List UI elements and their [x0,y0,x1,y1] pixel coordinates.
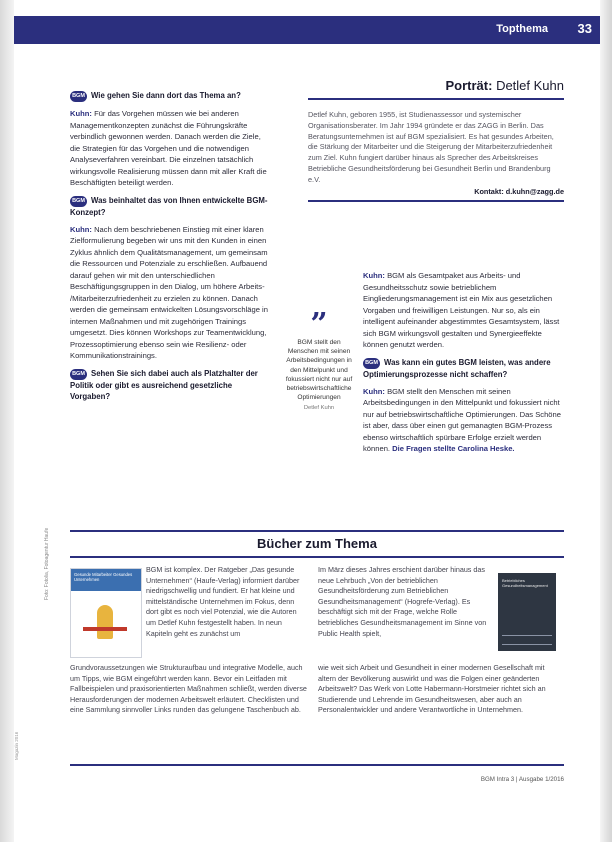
question: BGM Sehen Sie sich dabei auch als Platzhalter der Politik oder gibt es ausreichend gesetzliche Vorgaben? [70,368,258,401]
portrait-title: Porträt: Detlef Kuhn [445,78,564,93]
page-footer: BGM Intra 3 | Ausgabe 1/2016 [480,776,564,783]
bgm-badge-icon: BGM [70,369,87,380]
quote-mark-icon: ” [310,307,328,342]
bgm-badge-icon: BGM [70,91,87,102]
bgm-badge-icon: BGM [363,358,380,369]
book-cover-title: Betriebliches Gesundheitsmanagement [502,578,548,588]
interview-left-column [70,90,270,408]
cover-figure-illustration [97,605,113,639]
portrait-rule-top [308,98,564,100]
page-edge-right [600,0,612,842]
quote-source: Detlef Kuhn [303,405,335,412]
question: BGM Was beinhaltet das von Ihnen entwickelte BGM-Konzept? [70,195,268,217]
cover-lines-decoration [502,635,552,645]
answer: Kuhn: BGM stellt den Menschen mit seinen Arbeitsbedingungen in den Mittelpunkt und fokussiert nicht nur auf betriebswirtschaftliche Optimierungen. Das Schöne ist aber, dass über einen gut gemanagten BGM-Prozess ebenso wirtschaftlich spürbare Erfolge erzielt werden können. Die Fragen stellte Carolina Heske. [363,386,561,453]
book-cover-image [70,568,142,658]
bgm-badge-icon: BGM [70,196,87,207]
speaker: Kuhn: [363,386,385,396]
section-label: Topthema [496,23,548,35]
interview-credit: Die Fragen stellte Carolina Heske. [392,444,515,453]
book-cover-title: Gesunde Mitarbeiter Gesundes Unternehmen [74,572,133,582]
cover-bar-illustration [83,627,127,631]
books-right-text-bottom: wie weit sich Arbeit und Gesundheit in einer modernen Gesellschaft mit altern der Bevölkerung auswirkt und was die Folgen einer geänderten Arbeitswelt? Das Werk von Lotte Habermann-Horstmeier richtet sich an Studierende und Lehrende im Gesundheitswesen, aber auch an Personalentwickler und andere Verantwortliche in Unternehmen. [318,663,546,715]
books-right-text-top: Im März dieses Jahres erschient darüber hinaus das neue Lehrbuch „Von der betrieblichen Gesundheitsförderung zum Betrieblichen Gesundheitsmanagement“ (Hogrefe-Verlag). Es beschäftigt sich mit der Frage, welche Rolle betriebliches Gesundheitsmanagement im Sinne von Public Health spielt, [318,565,487,638]
books-title: Bücher zum Thema [257,536,377,551]
portrait-box [308,78,564,202]
interview-right-column [363,270,563,461]
books-left-text-bottom: Grundvoraussetzungen wie Strukturaufbau und integrative Modelle, auch um Tipps, wie BGM eingeführt werden kann. Bevor ein Leitfaden mit Fallbeispielen und praxisorientierten Maßnahmen schließt, werden diverse Herausforderungen der modernen Arbeitswelt erläutert. Checklisten und eine Sammlung sinnvoller Links runden das gelungene Taschenbuch ab. [70,663,307,715]
books-rule-top [70,530,564,532]
header-bar [14,16,600,44]
portrait-contact: Kontakt: d.kuhn@zagg.de [474,186,564,196]
portrait-text: Detlef Kuhn, geboren 1955, ist Studienassessor und systemischer Organisationsberater. Im Jahr 1994 gründete er das ZAGG in Berlin. Das Beratungsunternehmen ist auf BGM spezialisiert. Es hat gesundes Arbeiten, die Stärkung der Mitarbeiter und die Steigerung der Mitarbeiterzufriedenheit zum Ziel. Kuhn fungiert darüber hinaus als Sprecher des Arbeitskreises Betriebliche Gesundheitsförderung bei Gesundheit Berlin und Brandenburg e.V. [308,110,554,184]
speaker: Kuhn: [70,224,92,234]
pull-quote [282,307,356,412]
question: BGM Was kann ein gutes BGM leisten, was andere Optimierungsprozesse nicht schaffen? [363,357,551,379]
answer: Kuhn: BGM als Gesamtpaket aus Arbeits- und Gesundheitsschutz sowie betrieblichem Eingliederungsmanagement ist ein Mix aus gesetzlichen Vorgaben und freiwilligen Leistungen. Nur so, als ein intelligent aufeinander abgestimmtes Gesamtsystem, lässt sich BGM wirkungsvoll gestalten und Synergieeffekte können genutzt werden. [363,271,560,349]
quote-text: BGM stellt den Menschen mit seinen Arbeitsbedingungen in den Mittelpunkt und fokussiert nicht nur auf betriebswirtschaftliche Optimierungen [285,339,353,402]
question: BGM Wie gehen Sie dann dort das Thema an? [70,90,270,102]
books-rule-bottom [70,764,564,766]
answer: Kuhn: Nach dem beschriebenen Einstieg mit einer klaren Zielformulierung begeben wir uns mit den Kunden in einen Zyklus ähnlich dem Qualitätsmanagement, um gemeinsam die Ressourcen und Potenziale zu erschließen. Aufbauend darauf gehen wir mit den unterschiedlichen Beschäftigungsgruppen in den Dialog, um höhere Arbeits- /Mitarbeiterzufriedenheit zu erzielen zu können. Danach werden die gemeinsam entwickelten Lösungsvorschläge in internen Maßnahmen und mit zugehörigen Trainings umgesetzt. Dies können Workshops zur Teamentwicklung, Prozessoptimierung ebenso sein wie Resilienz- oder Kommunikationstrainings. [70,224,268,360]
answer: Kuhn: Für das Vorgehen müssen wie bei anderen Managementkonzepten zunächst die Führungskräfte verbindlich gewonnen werden. Danach werden die Ziele, die Strategien für das Vorgehen und die notwendigen Analyseverfahren vereinbart. Die einzelnen tatsächlich wirkungsvolle Realisierung müssen dann mit aller Kraft die Beschäftigten beteiligt werden. [70,109,267,187]
speaker: Kuhn: [363,271,385,280]
photo-credit-vertical: Foto: Fotolia, Fotoagentur Haufe [44,527,50,600]
spine-text-vertical: Magazin 2016 [14,731,19,760]
page-number: 33 [577,21,592,36]
portrait-rule-bottom [308,200,564,202]
books-rule-mid [70,556,564,558]
book-cover-image [498,573,556,651]
page-edge-left [0,0,14,842]
books-left-text-top: BGM ist komplex. Der Ratgeber „Das gesunde Unternehmen“ (Haufe-Verlag) informiert darüber niedrigschwellig und fundiert. Er hat kleine und mittelständische Unternehmen im Fokus, denn dort gibt es noch viel Potenzial, wie die Autoren um Detlef Kuhn festgestellt haben. In neun Kapiteln geht es zunächst um [146,565,300,638]
speaker: Kuhn: [70,109,92,118]
